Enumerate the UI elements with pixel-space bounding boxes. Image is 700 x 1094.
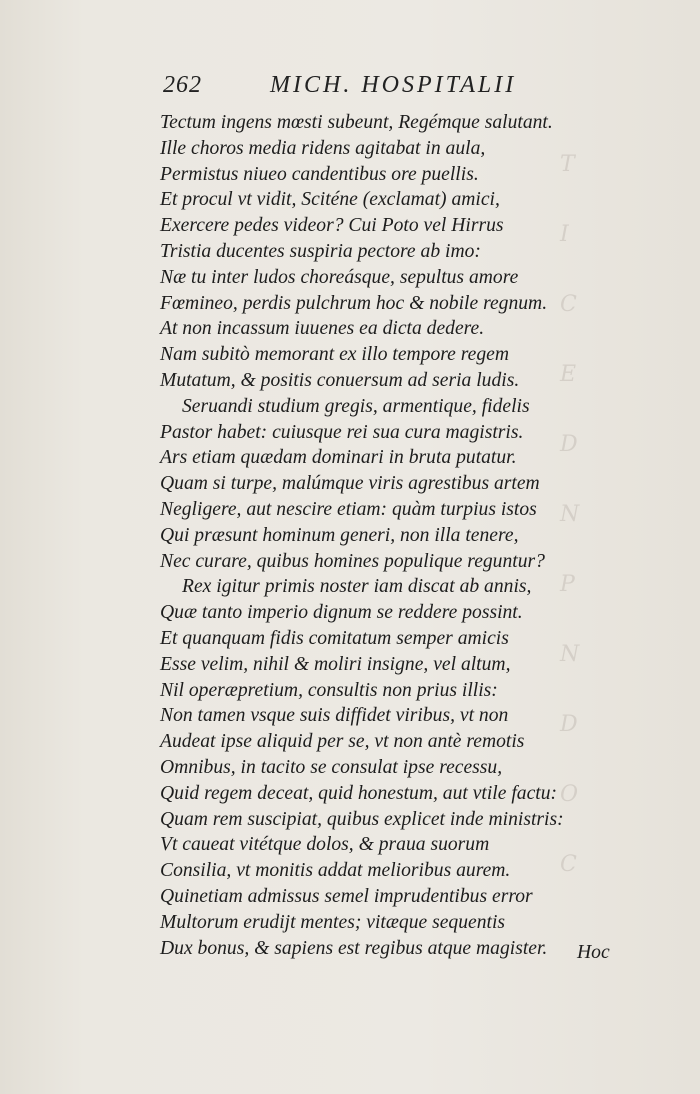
verse-text [160, 110, 590, 961]
verse-line: Dux bonus, & sapiens est regibus atque magister. [160, 937, 548, 959]
verse-line: Qui præsunt hominum generi, non illa tenere, [160, 524, 519, 546]
verse-line: Et procul vt vidit, Sciténe (exclamat) amici, [160, 189, 500, 211]
verse-line: Quæ tanto imperio dignum se reddere possint. [160, 602, 523, 624]
verse-line: Rex igitur primis noster iam discat ab annis, [182, 576, 532, 598]
verse-line: Næ tu inter ludos choreásque, sepultus amore [160, 266, 519, 288]
verse-line: Vt caueat vitétque dolos, & praua suorum [160, 834, 490, 856]
verse-line: Fœmineo, perdis pulchrum hoc & nobile regnum. [160, 292, 548, 314]
verse-line: Seruandi studium gregis, armentique, fidelis [182, 395, 530, 417]
verse-line: Exercere pedes videor? Cui Poto vel Hirrus [160, 215, 504, 237]
verse-line: Negligere, aut nescire etiam: quàm turpius istos [160, 498, 537, 520]
verse-line: Mutatum, & positis conuersum ad seria ludis. [160, 369, 520, 391]
verse-line: Non tamen vsque suis diffidet viribus, vt non [160, 705, 509, 727]
running-title: MICH. HOSPITALII [270, 72, 517, 98]
page-header [163, 72, 603, 106]
verse-line: Quam si turpe, malúmque viris agrestibus artem [160, 473, 540, 495]
verse-line: Ille choros media ridens agitabat in aula, [160, 137, 486, 159]
catchword: Hoc [577, 942, 610, 963]
verse-line: Nil operæpretium, consultis non prius illis: [160, 679, 498, 701]
verse-line: Quinetiam admissus semel imprudentibus error [160, 885, 533, 907]
page-number: 262 [163, 72, 202, 98]
verse-line: Multorum erudijt mentes; vitæque sequentis [160, 911, 506, 933]
verse-line: Pastor habet: cuiusque rei sua cura magistris. [160, 421, 524, 443]
verse-line: Nam subitò memorant ex illo tempore regem [160, 344, 510, 366]
verse-line: Audeat ipse aliquid per se, vt non antè remotis [160, 731, 525, 753]
verse-line: Tristia ducentes suspiria pectore ab imo: [160, 240, 481, 262]
verse-line: Tectum ingens mœsti subeunt, Regémque salutant. [160, 112, 553, 133]
verse-line: Ars etiam quædam dominari in bruta putatur. [160, 447, 517, 469]
verse-line: At non incassum iuuenes ea dicta dedere. [160, 318, 485, 340]
verse-line: Quam rem suscipiat, quibus explicet inde ministris: [160, 808, 564, 830]
verse-line: Nec curare, quibus homines populique reguntur? [160, 550, 545, 572]
verse-line: Omnibus, in tacito se consulat ipse recessu, [160, 756, 503, 778]
verse-line: Esse velim, nihil & moliri insigne, vel altum, [160, 653, 511, 675]
verse-line: Permistus niueo candentibus ore puellis. [160, 163, 479, 185]
verse-line: Consilia, vt monitis addat melioribus aurem. [160, 860, 511, 882]
show-through-texture: T I C E D N P N D O C [560, 152, 580, 877]
verse-line: Quid regem deceat, quid honestum, aut vtile factu: [160, 782, 558, 804]
verse-line: Et quanquam fidis comitatum semper amicis [160, 627, 509, 649]
